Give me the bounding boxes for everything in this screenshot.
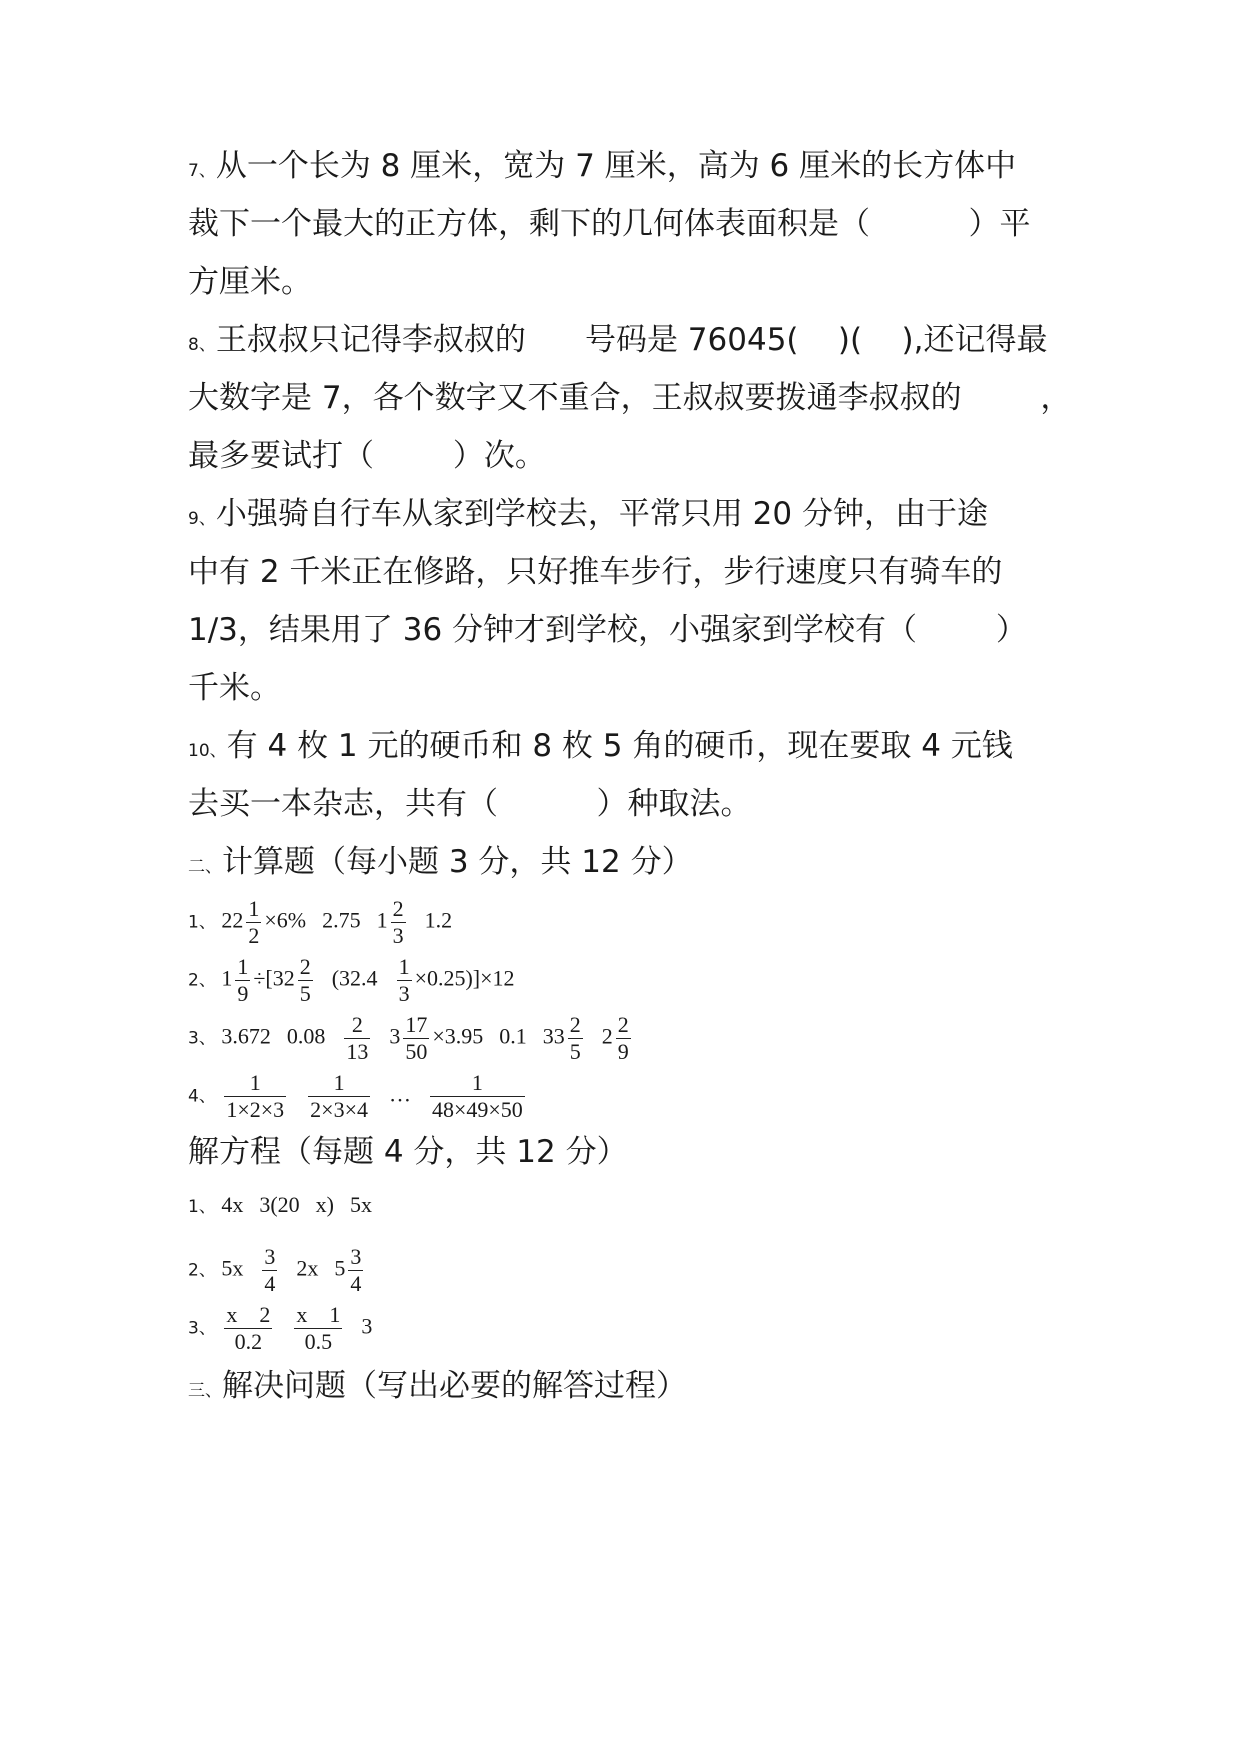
- q7-line-2: 裁下一个最大的正方体，剩下的几何体表面积是（ ）平: [188, 206, 1031, 242]
- q7-number: 7、: [188, 161, 216, 181]
- q8-line-3: 最多要试打（ ）次。: [188, 438, 546, 474]
- fraction: $\frac{x 1}{0.5}$: [296, 1302, 341, 1354]
- q9-line-2: 中有 2 千米正在修路，只好推车步行，步行速度只有骑车的: [188, 554, 1003, 590]
- fraction: $\frac{2}{5}$: [569, 1012, 581, 1064]
- calc-line-3: 3、 3.672 0.08 $\frac{2}{13}$ 3 $\frac{17}{50}$ ×3.95 0.1 33 $\frac{2}{5}$ 2 $\frac{2}{9}$: [188, 1012, 629, 1064]
- q10-line-2: 去买一本杂志，共有（ ）种取法。: [188, 786, 752, 822]
- q7-line-1: 7、从一个长为 8 厘米，宽为 7 厘米，高为 6 厘米的长方体中: [188, 148, 1017, 184]
- fraction: $\frac{3}{4}$: [264, 1244, 276, 1296]
- q9-number: 9、: [188, 509, 216, 529]
- q8-number: 8、: [188, 335, 216, 355]
- q9-line-4: 千米。: [188, 670, 281, 706]
- calc-line-2: 2、 1 $\frac{1}{9}$ ÷[32 $\frac{2}{5}$ (32.4 $\frac{1}{3}$ ×0.25)]×12: [188, 954, 515, 1006]
- fraction: $\frac{1}{2}$: [248, 896, 260, 948]
- fraction: $\frac{1}{1\times 2\times 3}$: [226, 1070, 285, 1122]
- q9-line-1: 9、小强骑自行车从家到学校去，平常只用 20 分钟，由于途: [188, 496, 988, 532]
- section-2-heading: 二、计算题（每小题 3 分，共 12 分）: [188, 844, 693, 880]
- q8-line-1: 8、王叔叔只记得李叔叔的 号码是 76045( )( ),还记得最: [188, 322, 1048, 358]
- fraction: $\frac{17}{50}$: [405, 1012, 428, 1064]
- equation-line-2: 2、 5x $\frac{3}{4}$ 2x 5 $\frac{3}{4}$: [188, 1244, 362, 1296]
- q10-number: 10、: [188, 741, 227, 761]
- fraction: $\frac{2}{9}$: [617, 1012, 629, 1064]
- fraction: $\frac{x 2}{0.2}$: [226, 1302, 271, 1354]
- fraction: $\frac{1}{9}$: [237, 954, 249, 1006]
- fraction: $\frac{2}{5}$: [299, 954, 311, 1006]
- equation-line-3: 3、 $\frac{x 2}{0.2}$ $\frac{x 1}{0.5}$ 3: [188, 1302, 373, 1354]
- fraction: $\frac{1}{2\times 3\times 4}$: [310, 1070, 368, 1122]
- equations-heading: 解方程（每题 4 分，共 12 分）: [188, 1134, 628, 1170]
- fraction: $\frac{2}{13}$: [346, 1012, 369, 1064]
- q8-line-2: 大数字是 7，各个数字又不重合，王叔叔要拨通李叔叔的 ，: [188, 380, 1072, 416]
- section-3-heading: 三、解决问题（写出必要的解答过程）: [188, 1368, 687, 1404]
- q7-line-3: 方厘米。: [188, 264, 312, 300]
- fraction: $\frac{2}{3}$: [392, 896, 404, 948]
- fraction: $\frac{1}{3}$: [398, 954, 410, 1006]
- q10-line-1: 10、有 4 枚 1 元的硬币和 8 枚 5 角的硬币，现在要取 4 元钱: [188, 728, 1013, 764]
- section-3-number: 三、: [188, 1381, 222, 1401]
- fraction: $\frac{3}{4}$: [350, 1244, 362, 1296]
- calc-line-1: 1、 22 $\frac{1}{2}$ ×6% 2.75 1 $\frac{2}{3}$ 1.2: [188, 896, 453, 948]
- q9-line-3: 1/3，结果用了 36 分钟才到学校，小强家到学校有（ ）: [188, 612, 1027, 648]
- equation-line-1: 1、 4x 3(20 x) 5x: [188, 1192, 372, 1217]
- section-2-number: 二、: [188, 857, 222, 877]
- calc-line-4: 4、 $\frac{1}{1\times 2\times 3}$ $\frac{1}{2\times 3\times 4}$ … $\frac{1}{48\times 49\times 50}$: [188, 1070, 523, 1122]
- fraction: $\frac{1}{48\times 49\times 50}$: [431, 1070, 523, 1122]
